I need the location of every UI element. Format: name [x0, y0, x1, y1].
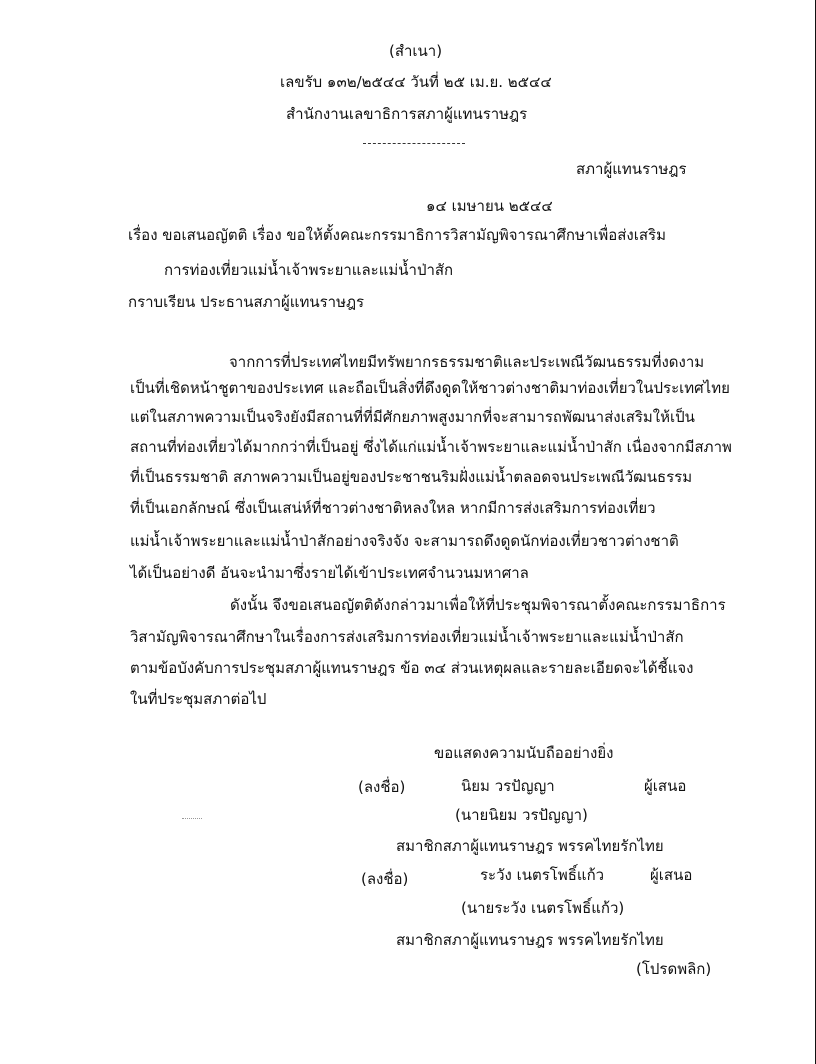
- body-line: แต่ในสภาพความเป็นจริงยังมีสถานที่ที่มีศักยภาพสูงมากที่จะสามารถพัฒนาส่งเสริมให้เป็น: [130, 408, 695, 426]
- body-line: ดังนั้น จึงขอเสนอญัตติดังกล่าวมาเพื่อให้ที่ประชุมพิจารณาตั้งคณะกรรมาธิการ: [230, 596, 726, 614]
- separator-line: [363, 143, 465, 144]
- signer-full-name: (นายนิยม วรปัญญา): [455, 806, 588, 824]
- body-line: ในที่ประชุมสภาต่อไป: [130, 690, 267, 708]
- office-name: สำนักงานเลขาธิการสภาผู้แทนราษฎร: [286, 105, 528, 123]
- body-line: วิสามัญพิจารณาศึกษาในเรื่องการส่งเสริมการท่องเที่ยวแม่น้ำเจ้าพระยาและแม่น้ำป่าสัก: [130, 628, 684, 646]
- page-turn-note: (โปรดพลิก): [636, 960, 712, 978]
- receipt-number: เลขรับ ๑๓๒/๒๕๔๔ วันที่ ๒๕ เม.ย. ๒๕๔๔: [280, 73, 552, 91]
- subject-line-1: เรื่อง ขอเสนอญัตติ เรื่อง ขอให้ตั้งคณะกรรมาธิการวิสามัญพิจารณาศึกษาเพื่อส่งเสริม: [128, 226, 666, 244]
- body-line: ที่เป็นเอกลักษณ์ ซึ่งเป็นเสน่ห์ที่ชาวต่างชาติหลงใหล หากมีการส่งเสริมการท่องเที่ยว: [130, 499, 656, 517]
- letter-date: ๑๔ เมษายน ๒๕๔๔: [426, 197, 553, 215]
- body-line: ที่เป็นธรรมชาติ สภาพความเป็นอยู่ของประชาชนริมฝั่งแม่น้ำตลอดจนประเพณีวัฒนธรรม: [130, 468, 693, 486]
- signature: นิยม วรปัญญา: [461, 777, 555, 795]
- body-line: ได้เป็นอย่างดี อันจะนำมาซึ่งรายได้เข้าประเทศจำนวนมหาศาล: [130, 564, 529, 582]
- closing: ขอแสดงความนับถืออย่างยิ่ง: [434, 744, 614, 762]
- body-line: ตามข้อบังคับการประชุมสภาผู้แทนราษฎร ข้อ ๓๔ ส่วนเหตุผลและรายละเอียดจะได้ชี้แจง: [130, 659, 694, 677]
- copy-mark: (สำเนา): [389, 42, 443, 60]
- signature: ระวัง เนตรโพธิ์แก้ว: [480, 866, 605, 884]
- body-line: จากการที่ประเทศไทยมีทรัพยากรธรรมชาติและประเพณีวัฒนธรรมที่งดงาม: [229, 353, 705, 371]
- body-line: แม่น้ำเจ้าพระยาและแม่น้ำป่าสักอย่างจริงจัง จะสามารถดึงดูดนักท่องเที่ยวชาวต่างชาติ: [130, 532, 679, 550]
- signer-position: สมาชิกสภาผู้แทนราษฎร พรรคไทยรักไทย: [396, 931, 664, 949]
- salutation: กราบเรียน ประธานสภาผู้แทนราษฎร: [128, 293, 365, 311]
- signer-role: ผู้เสนอ: [644, 777, 687, 795]
- subject-line-2: การท่องเที่ยวแม่น้ำเจ้าพระยาและแม่น้ำป่าสัก: [164, 261, 454, 279]
- signer-role: ผู้เสนอ: [650, 866, 693, 884]
- body-line: สถานที่ท่องเที่ยวได้มากกว่าที่เป็นอยู่ ซึ่งได้แก่แม่น้ำเจ้าพระยาและแม่น้ำป่าสัก เนื่องจากมีสภาพ: [130, 438, 732, 456]
- signer-full-name: (นายระวัง เนตรโพธิ์แก้ว): [461, 899, 625, 917]
- body-line: เป็นที่เชิดหน้าชูตาของประเทศ และถือเป็นสิ่งที่ดึงดูดให้ชาวต่างชาติมาท่องเที่ยวในประเทศไทย: [130, 379, 730, 397]
- signer-position: สมาชิกสภาผู้แทนราษฎร พรรคไทยรักไทย: [396, 837, 664, 855]
- sign-label: (ลงชื่อ): [358, 778, 406, 796]
- sign-label: (ลงชื่อ): [361, 870, 409, 888]
- sender: สภาผู้แทนราษฎร: [576, 160, 687, 178]
- scan-speck: [182, 818, 202, 821]
